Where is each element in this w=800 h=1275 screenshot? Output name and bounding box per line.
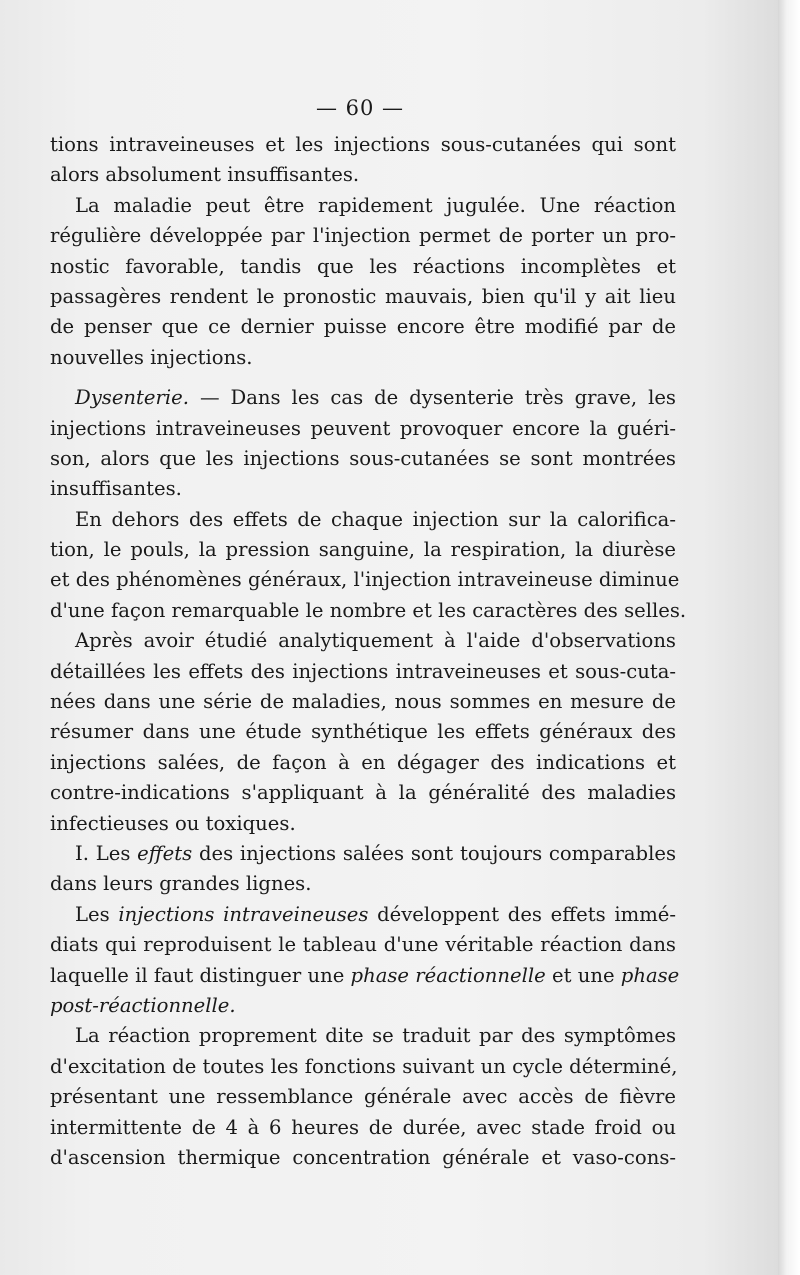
text-line: La réaction proprement dite se traduit par des symptômes xyxy=(75,1024,676,1048)
emphasis: effets xyxy=(137,841,193,865)
text-line: présentant une ressemblance générale avec accès de fièvre xyxy=(50,1085,676,1109)
text-line: passagères rendent le pronostic mauvais, bien qu'il y ait lieu xyxy=(50,284,676,308)
text-line xyxy=(50,839,676,869)
text-line: résumer dans une étude synthétique les effets généraux des xyxy=(50,720,676,744)
section-heading-dysenterie: Dysenterie. xyxy=(75,386,189,410)
text-line xyxy=(50,900,676,930)
text-line: tions intraveineuses et les injections sous-cutanées qui sont xyxy=(50,133,676,156)
text-line: diats qui reproduisent le tableau d'une véritable réaction dans xyxy=(50,933,676,957)
text-line: contre-indications s'appliquant à la généralité des maladies xyxy=(50,781,676,805)
text-span: I. Les xyxy=(75,841,138,865)
page-number: — 60 — xyxy=(315,96,405,120)
text-line: insuffisantes. xyxy=(50,477,182,501)
text-line: et des phénomènes généraux, l'injection intraveineuse diminue xyxy=(50,568,680,592)
text-line xyxy=(50,383,676,413)
text-span: Les xyxy=(75,902,119,926)
text-line: nostic favorable, tandis que les réactions incomplètes et xyxy=(50,254,676,278)
text-line: d'une façon remarquable le nombre et les caractères des selles. xyxy=(50,598,687,622)
text-line: d'excitation de toutes les fonctions suivant un cycle déterminé, xyxy=(50,1054,678,1078)
text-line: nouvelles injections. xyxy=(50,345,253,369)
emphasis: phase réactionnelle xyxy=(350,963,546,987)
page-edge-shadow xyxy=(778,0,800,1275)
emphasis: phase xyxy=(620,963,680,987)
text-line: alors absolument insuffisantes. xyxy=(50,163,360,187)
text-line: post-réactionnelle. xyxy=(50,993,236,1017)
text-span: laquelle il faut distinguer une xyxy=(50,963,351,987)
text-span: et une xyxy=(545,963,621,987)
text-line: En dehors des effets de chaque injection sur la calorifica- xyxy=(75,507,676,531)
text-span: des injections salées sont toujours comparables xyxy=(192,841,676,865)
text-line: injections intraveineuses peuvent provoquer encore la guéri- xyxy=(50,416,676,440)
text-line: injections salées, de façon à en dégager des indications et xyxy=(50,750,676,774)
text-line xyxy=(50,961,680,991)
page-body xyxy=(50,130,687,1173)
text-line: infectieuses ou toxiques. xyxy=(50,811,296,835)
text-line: intermittente de 4 à 6 heures de durée, avec stade froid ou xyxy=(50,1115,676,1139)
text-line: Après avoir étudié analytiquement à l'aide d'observations xyxy=(75,629,676,653)
text-span: — Dans les cas de dysenterie très grave, les xyxy=(188,386,676,410)
text-line: La maladie peut être rapidement jugulée. Une réaction xyxy=(75,193,676,217)
text-line: dans leurs grandes lignes. xyxy=(50,872,312,896)
text-line: détaillées les effets des injections intraveineuses et sous-cuta- xyxy=(50,659,676,683)
text-line: de penser que ce dernier puisse encore être modifié par de xyxy=(50,315,676,339)
text-line: d'ascension thermique concentration générale et vaso-cons- xyxy=(50,1145,676,1169)
text-span: développent des effets immé- xyxy=(368,902,676,926)
text-line: tion, le pouls, la pression sanguine, la respiration, la diurèse xyxy=(50,538,676,562)
text-line: nées dans une série de maladies, nous sommes en mesure de xyxy=(50,690,676,714)
text-line: régulière développée par l'injection permet de porter un pro- xyxy=(50,224,676,248)
text-line: son, alors que les injections sous-cutanées se sont montrées xyxy=(50,446,676,470)
emphasis: injections intraveineuses xyxy=(118,902,369,926)
